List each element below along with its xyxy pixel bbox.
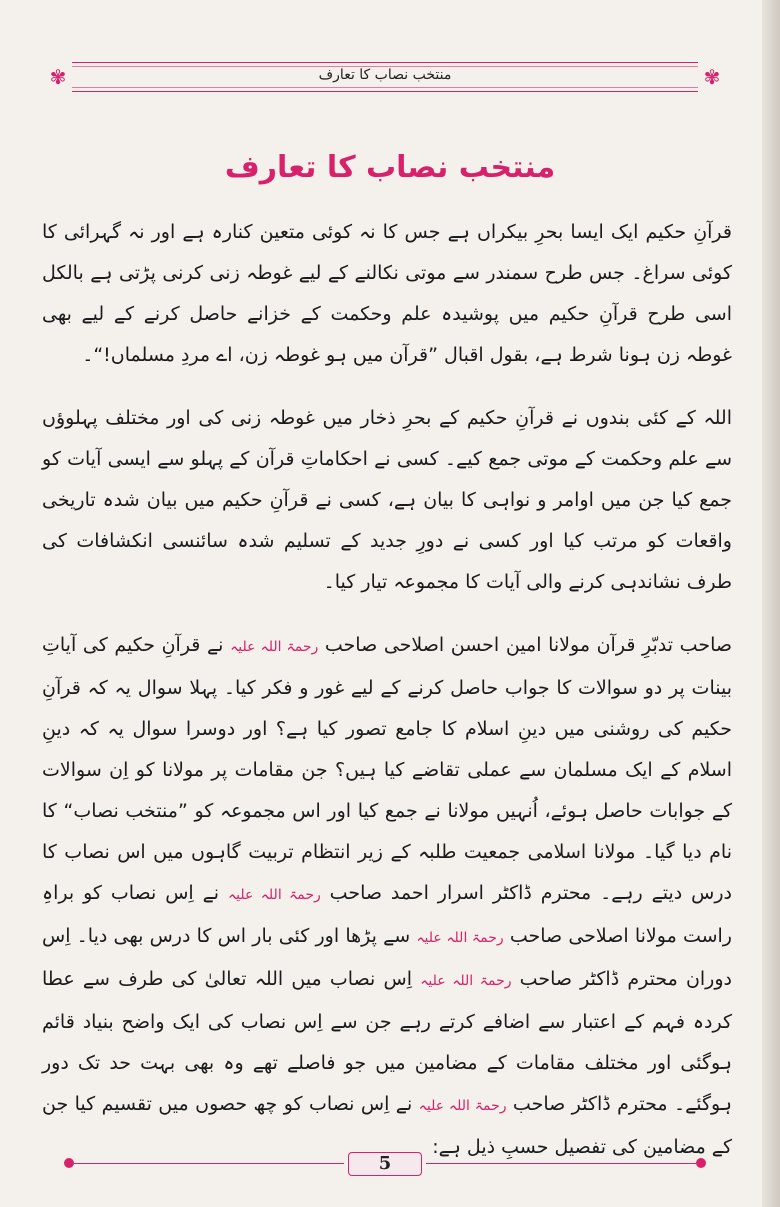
running-header-frame xyxy=(44,62,726,92)
paragraph-3-part-2: نے قرآنِ حکیم کی آیاتِ بینات پر دو سوالات کا جواب حاصل کرنے کے لیے غور و فکر کیا۔ پہلا سوال یہ کہ قرآنِ حکیم کی روشنی میں دینِ اسلام کا جامع تصور کیا ہے؟ اور دوسرا سوال یہ کہ دینِ اسلام کے ایک مسلمان سے عملی تقاضے کیا ہیں؟ جن مقامات پر مولانا کو اِن سوالات کے جوابات حاصل ہوئے، اُنہیں مولانا نے جمع کیا اور اس مجموعہ کو ”منتخب نصاب“ کا نام دیا گیا۔ مولانا اسلامی جمعیت طلبہ کے زیر انتظام تربیت گاہوں میں اس نصاب کا درس دیتے رہے۔ محترم ڈاکٹر اسرار احمد صاحب xyxy=(42,634,732,904)
page-footer xyxy=(44,1152,726,1176)
running-header-title: منتخب نصاب کا تعارف xyxy=(318,67,452,83)
paragraph-1: قرآنِ حکیم ایک ایسا بحرِ بیکراں ہے جس کا نہ کوئی متعین کنارہ ہے اور نہ گہرائی کا کوئی سراغ۔ جس طرح سمندر سے موتی نکالنے کے لیے غوطہ زنی کرنی پڑتی ہے بالکل اسی طرح قرآنِ حکیم میں پوشیدہ علم وحکمت کے خزانے حاصل کرنے کے لیے بھی غوطہ زن ہونا شرط ہے، بقول اقبال ”قرآن میں ہو غوطہ زن، اے مردِ مسلماں!“۔ xyxy=(42,221,732,366)
honorific-mark: رحمۃ اللہ علیہ xyxy=(230,639,319,655)
paragraph-3-part-6: نے اِس نصاب کو چھ حصوں میں تقسیم کیا جن کے مضامین کی تفصیل حسبِ ذیل ہے: xyxy=(42,1093,732,1158)
paragraph-3-part-1: صاحب تدبّرِ قرآن مولانا امین احسن اصلاحی صاحب xyxy=(324,634,732,656)
honorific-mark: رحمۃ اللہ علیہ xyxy=(420,973,512,989)
floral-ornament-icon: ✾ xyxy=(44,62,72,92)
footer-rule-left xyxy=(74,1163,344,1164)
paragraph-3 xyxy=(42,625,732,1168)
floral-ornament-icon: ✾ xyxy=(698,62,726,92)
honorific-mark: رحمۃ اللہ علیہ xyxy=(227,887,321,903)
honorific-mark: رحمۃ اللہ علیہ xyxy=(416,930,504,946)
chapter-title: منتخب نصاب کا تعارف xyxy=(224,150,556,185)
footer-dot-ornament xyxy=(64,1158,74,1168)
body-text xyxy=(42,212,732,1190)
honorific-mark: رحمۃ اللہ علیہ xyxy=(418,1098,507,1114)
paragraph-3-part-3: نے اِس نصاب کو براہِ راست مولانا اصلاحی صاحب xyxy=(42,882,732,947)
footer-rule-right xyxy=(426,1163,696,1164)
paragraph-2: اللہ کے کئی بندوں نے قرآنِ حکیم کے بحرِ ذخار میں غوطہ زنی کی اور مختلف پہلوؤں سے علم وحکمت کے موتی جمع کیے۔ کسی نے احکاماتِ قرآن کے پہلو سے ایسی آیات کو جمع کیا جن میں اوامر و نواہی کا بیان ہے، کسی نے قرآنِ حکیم میں بیان شدہ تاریخی واقعات کو مرتب کیا اور کسی نے دورِ جدید کے تسلیم شدہ سائنسی انکشافات کی طرف نشاندہی کرنے والی آیات کا مجموعہ تیار کیا۔ xyxy=(42,407,732,593)
page-number: 5 xyxy=(348,1152,422,1176)
paragraph-3-part-5: اِس نصاب میں اللہ تعالیٰ کی طرف سے عطا کردہ فہم کے اعتبار سے اضافے کرتے رہے جن سے اِس نصاب کی ایک واضح بنیاد قائم ہوگئی اور مختلف مقامات کے مضامین میں جو فاصلے تھے وہ بھی بہت حد تک دور ہوگئے۔ محترم ڈاکٹر صاحب xyxy=(42,968,732,1115)
paragraph-3-part-4: سے پڑھا اور کئی بار اس کا درس بھی دیا۔ اِس دوران محترم ڈاکٹر صاحب xyxy=(42,925,732,990)
footer-dot-ornament xyxy=(696,1158,706,1168)
